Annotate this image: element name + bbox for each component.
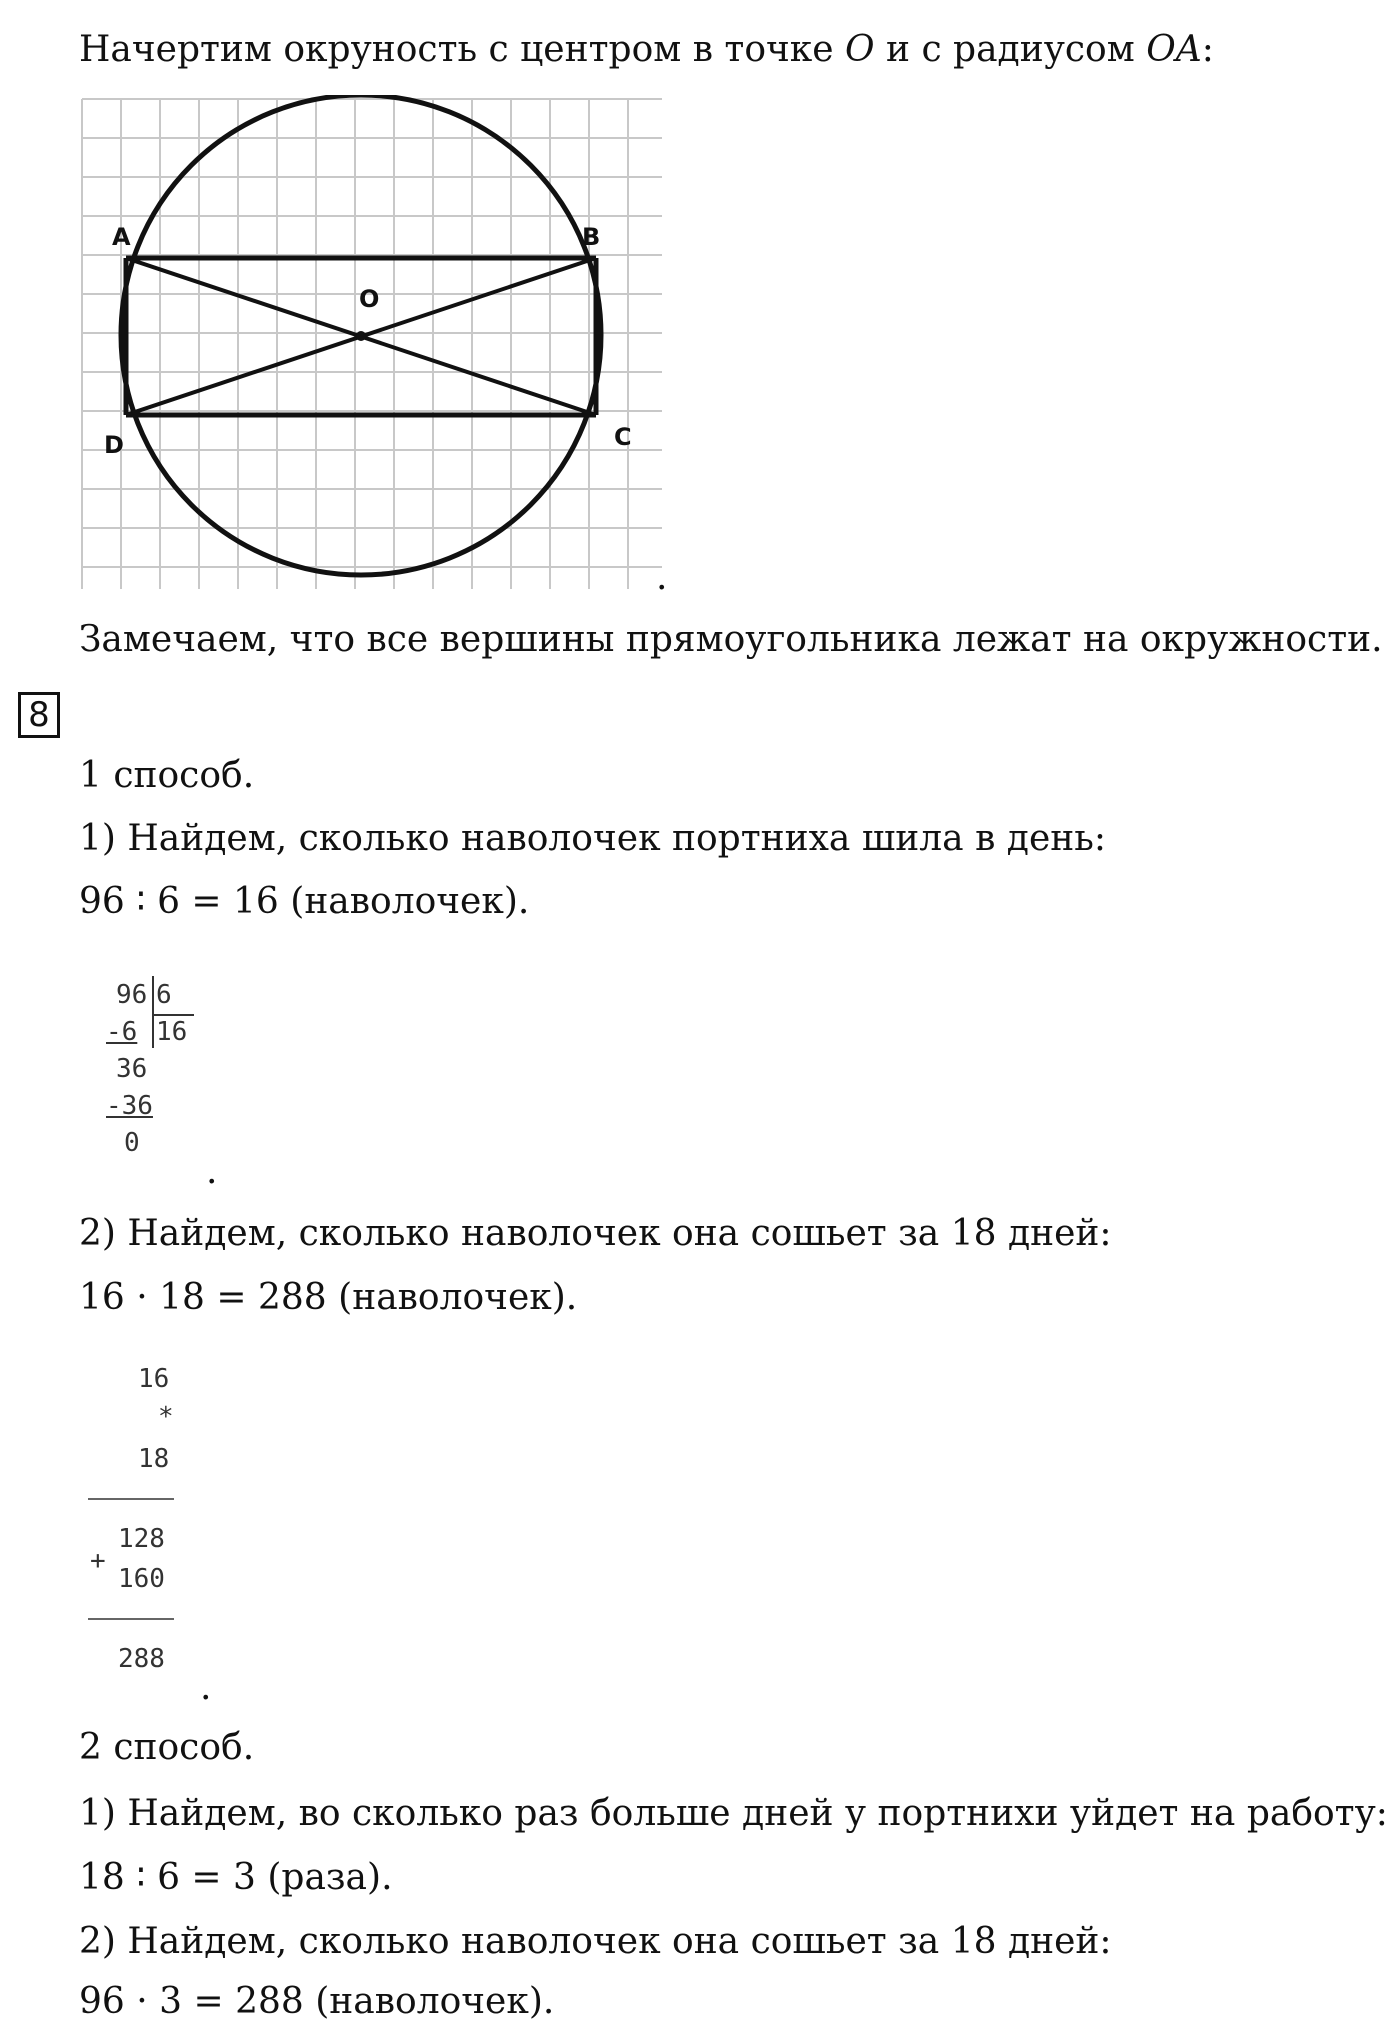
factor-b: 18: [138, 1444, 170, 1474]
multiply-sign: *: [158, 1402, 174, 1432]
quotient: 16: [156, 1017, 188, 1047]
subtrahend-1: -6: [106, 1017, 138, 1047]
method1-eq1: 96 ∶ 6 = 16 (наволочек).: [79, 881, 530, 922]
plus-sign: +: [90, 1546, 106, 1576]
grid: [82, 99, 662, 589]
intro-post: :: [1201, 29, 1214, 70]
method2-title: 2 способ.: [79, 1727, 255, 1768]
method1-step2: 2) Найдем, сколько наволочек она сошьет за 18 дней:: [79, 1213, 1112, 1254]
multiply-rule-1: [88, 1498, 174, 1500]
observation-text: Замечаем, что все вершины прямоугольника лежат на окружности.: [79, 619, 1383, 660]
dividend: 96: [116, 980, 148, 1010]
var-o: O: [845, 29, 875, 70]
var-oa: OA: [1146, 29, 1202, 70]
label-c: C: [614, 423, 632, 451]
multiplication-dot: .: [200, 1667, 212, 1708]
intro-line: [79, 29, 1214, 70]
method1-eq2: 16 · 18 = 288 (наволочек).: [79, 1277, 578, 1318]
method2-eq2: 96 · 3 = 288 (наволочек).: [79, 1981, 555, 2022]
method2-step2: 2) Найдем, сколько наволочек она сошьет за 18 дней:: [79, 1921, 1112, 1962]
division-vertical-line: [152, 976, 154, 1048]
intro-mid: и с радиусом: [874, 29, 1147, 70]
multiply-rule-2: [88, 1618, 174, 1620]
final-remainder: 0: [124, 1128, 140, 1158]
intro-pre: Начертим окруность с центром в точке: [79, 29, 846, 70]
divisor: 6: [156, 980, 172, 1010]
partial-product-2: 160: [118, 1564, 165, 1594]
division-dot: .: [206, 1151, 218, 1192]
factor-a: 16: [138, 1364, 170, 1394]
figure-dot: .: [656, 557, 668, 598]
label-b: B: [582, 223, 601, 251]
division-horizontal-line: [152, 1014, 194, 1016]
center-point: [356, 331, 366, 341]
subtrahend-2: -36: [106, 1091, 153, 1121]
method1-step1: 1) Найдем, сколько наволочек портниха шила в день:: [79, 818, 1106, 859]
partial-product-1: 128: [118, 1524, 165, 1554]
method2-eq1: 18 ∶ 6 = 3 (раза).: [79, 1857, 393, 1898]
product: 288: [118, 1644, 165, 1674]
remainder-1: 36: [116, 1054, 148, 1084]
task-number-box: 8: [18, 692, 60, 738]
method2-step1: 1) Найдем, во сколько раз больше дней у портнихи уйдет на работу:: [79, 1793, 1388, 1834]
label-d: D: [104, 431, 124, 459]
label-a: A: [112, 223, 131, 251]
method1-title: 1 способ.: [79, 755, 255, 796]
label-o: O: [359, 285, 380, 313]
circle-rectangle-figure: [70, 95, 670, 600]
